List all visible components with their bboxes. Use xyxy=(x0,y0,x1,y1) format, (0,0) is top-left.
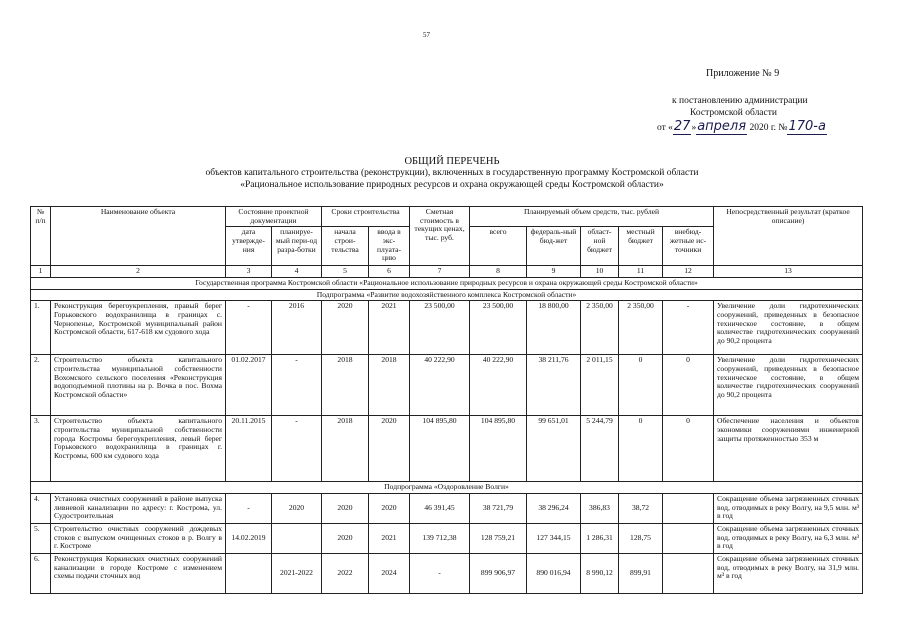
header-terms: Сроки строительства xyxy=(322,207,410,227)
expected-result: Сокращение объема загрязненных сточных вод, отводимых в реку Волгу, на 31,9 млн. м³ в год xyxy=(714,553,863,593)
header-regional: област-ной бюджет xyxy=(581,227,619,266)
funds-federal: 127 344,15 xyxy=(527,523,581,553)
doc-date: 14.02.2019 xyxy=(226,523,272,553)
construction-start: 2018 xyxy=(322,355,369,416)
construction-start: 2020 xyxy=(322,493,369,523)
header-doc-plan: планируе-мый пери-од разра-ботки xyxy=(272,227,322,266)
program-name: «Рациональное использование природных ресурсов и охрана окружающей среды Костромской области» xyxy=(240,180,664,190)
construction-start: 2020 xyxy=(322,301,369,355)
header-cost: Сметная стоимость в текущих ценах, тыс. руб. xyxy=(410,207,470,266)
funds-total: 40 222,90 xyxy=(470,355,527,416)
header-federal: федераль-ный бюд-жет xyxy=(527,227,581,266)
header-result: Непосредственный результат (краткое описание) xyxy=(714,207,863,266)
expected-result: Увеличение доли гидротехнических сооружений, приведенных в безопасное техническое состояние, в общем количестве гидротехнических сооружений до 90,2 процента xyxy=(714,355,863,416)
estimated-cost: 23 500,00 xyxy=(410,301,470,355)
funds-extra xyxy=(663,493,714,523)
header-name: Наименование объекта xyxy=(51,207,226,266)
header-total: всего xyxy=(470,227,527,266)
header-commission: ввода в экс-плуата-цию xyxy=(369,227,410,266)
resolution-number: 170-а xyxy=(788,119,826,134)
doc-plan-period: 2020 xyxy=(272,493,322,523)
funds-federal: 38 211,76 xyxy=(527,355,581,416)
column-number: 11 xyxy=(619,266,663,278)
row-number: 1. xyxy=(31,301,51,355)
resolution-date-line xyxy=(657,119,827,134)
doc-plan-period: 2021-2022 xyxy=(272,553,322,593)
row-number: 2. xyxy=(31,355,51,416)
header-doc-date: дата утвержде-ния xyxy=(226,227,272,266)
commission-year: 2021 xyxy=(369,523,410,553)
column-number: 7 xyxy=(410,266,470,278)
funds-regional: 1 286,31 xyxy=(581,523,619,553)
doc-date: 20.11.2015 xyxy=(226,416,272,482)
subprogram-title: Подпрограмма «Оздоровление Волги» xyxy=(31,482,863,494)
subprogram-row xyxy=(31,482,863,494)
funds-local: 0 xyxy=(619,416,663,482)
appendix-label: Приложение № 9 xyxy=(706,68,780,79)
funds-extra: 0 xyxy=(663,416,714,482)
doc-date: - xyxy=(226,493,272,523)
funds-regional: 2 011,15 xyxy=(581,355,619,416)
header-no: № п/п xyxy=(31,207,51,266)
construction-start: 2022 xyxy=(322,553,369,593)
header-funds: Планируемый объем средств, тыс. рублей xyxy=(470,207,714,227)
funds-regional: 386,83 xyxy=(581,493,619,523)
funds-federal: 18 800,00 xyxy=(527,301,581,355)
estimated-cost: - xyxy=(410,553,470,593)
expected-result: Обеспечение населения и объектов экономики сооружениями инженерной защиты протяженностью 353 м xyxy=(714,416,863,482)
header-local: местный бюджет xyxy=(619,227,663,266)
funds-regional: 2 350,00 xyxy=(581,301,619,355)
object-name: Строительство очистных сооружений дождевых стоков с выпуском очищенных стоков в р. Волгу в г. Костроме xyxy=(51,523,226,553)
doc-date: - xyxy=(226,301,272,355)
funds-total: 104 895,80 xyxy=(470,416,527,482)
document-subtitle: объектов капитального строительства (реконструкции), включенных в государственную программу Костромской области xyxy=(205,168,699,178)
funds-local: 38,72 xyxy=(619,493,663,523)
column-number: 10 xyxy=(581,266,619,278)
commission-year: 2024 xyxy=(369,553,410,593)
object-name: Строительство объекта капитального строительства муниципальной собственности Вохомского сельского поселения «Реконструкция водоподъемной плотины на р. Вочка в пос. Вохма Костромской области» xyxy=(51,355,226,416)
column-numbers-row xyxy=(31,266,863,278)
row-number: 4. xyxy=(31,493,51,523)
doc-plan-period: - xyxy=(272,355,322,416)
funds-regional: 8 990,12 xyxy=(581,553,619,593)
program-title: Государственная программа Костромской области «Рациональное использование природных ресурсов и охрана окружающей среды Костромской области» xyxy=(31,277,863,289)
doc-plan-period xyxy=(272,523,322,553)
object-name: Реконструкция Коркинских очистных сооружений канализации в городе Костроме с изменением схемы подачи сточных вод xyxy=(51,553,226,593)
commission-year: 2018 xyxy=(369,355,410,416)
expected-result: Сокращение объема загрязненных сточных вод, отводимых в реку Волгу, на 9,5 млн. м³ в год xyxy=(714,493,863,523)
page-number: 57 xyxy=(423,31,430,39)
funds-federal: 890 016,94 xyxy=(527,553,581,593)
commission-year: 2020 xyxy=(369,493,410,523)
commission-year: 2020 xyxy=(369,416,410,482)
funds-local: 128,75 xyxy=(619,523,663,553)
doc-plan-period: - xyxy=(272,416,322,482)
funds-local: 899,91 xyxy=(619,553,663,593)
resolution-month: апреля xyxy=(697,119,747,134)
funds-total: 899 906,97 xyxy=(470,553,527,593)
column-number: 1 xyxy=(31,266,51,278)
column-number: 13 xyxy=(714,266,863,278)
column-number: 2 xyxy=(51,266,226,278)
column-number: 6 xyxy=(369,266,410,278)
subprogram-title: Подпрограмма «Развитие водохозяйственного комплекса Костромской области» xyxy=(31,289,863,301)
funds-extra xyxy=(663,553,714,593)
construction-start: 2018 xyxy=(322,416,369,482)
row-number: 3. xyxy=(31,416,51,482)
object-name: Установка очистных сооружений в районе выпуска ливневой канализации по адресу: г. Кострома, ул. Судостроительная xyxy=(51,493,226,523)
commission-year: 2021 xyxy=(369,301,410,355)
estimated-cost: 46 391,45 xyxy=(410,493,470,523)
table-row xyxy=(31,493,863,523)
resolution-line-2: Костромской области xyxy=(690,108,777,118)
funds-federal: 99 651,01 xyxy=(527,416,581,482)
column-number: 9 xyxy=(527,266,581,278)
row-number: 5. xyxy=(31,523,51,553)
expected-result: Сокращение объема загрязненных сточных вод, отводимых в реку Волгу, на 6,3 млн. м³ в год xyxy=(714,523,863,553)
doc-plan-period: 2016 xyxy=(272,301,322,355)
resolution-line-1: к постановлению администрации xyxy=(672,96,808,106)
subprogram-row xyxy=(31,289,863,301)
column-number: 3 xyxy=(226,266,272,278)
estimated-cost: 40 222,90 xyxy=(410,355,470,416)
table-row xyxy=(31,416,863,482)
resolution-day: 27 xyxy=(673,119,691,134)
table-row xyxy=(31,301,863,355)
column-number: 5 xyxy=(322,266,369,278)
funds-total: 23 500,00 xyxy=(470,301,527,355)
header-doc-state: Состояние проектной документации xyxy=(226,207,322,227)
resolution-prefix: от « xyxy=(657,123,673,133)
header-row-1 xyxy=(31,207,863,227)
doc-date: 01.02.2017 xyxy=(226,355,272,416)
funds-total: 128 759,21 xyxy=(470,523,527,553)
header-start: начала строи-тельства xyxy=(322,227,369,266)
object-name: Строительство объекта капитального строительства муниципальной собственности города Костромы берегоукрепления, левый берег Горьковского водохранилища в границах г. Костромы, 600 км судового хода xyxy=(51,416,226,482)
row-number: 6. xyxy=(31,553,51,593)
object-name: Реконструкция берегоукрепления, правый берег Горьковского водохранилища в границах с. Чернопенье, Костромской муниципальный район Костромской области, 617-618 км судового хода xyxy=(51,301,226,355)
funds-extra: - xyxy=(663,301,714,355)
header-extra: внебюд-жетные ис-точники xyxy=(663,227,714,266)
column-number: 12 xyxy=(663,266,714,278)
table-row xyxy=(31,523,863,553)
funds-total: 38 721,79 xyxy=(470,493,527,523)
estimated-cost: 139 712,38 xyxy=(410,523,470,553)
objects-table xyxy=(30,206,863,594)
funds-extra xyxy=(663,523,714,553)
funds-local: 2 350,00 xyxy=(619,301,663,355)
construction-start: 2020 xyxy=(322,523,369,553)
doc-date xyxy=(226,553,272,593)
funds-extra: 0 xyxy=(663,355,714,416)
program-row xyxy=(31,277,863,289)
document-title: ОБЩИЙ ПЕРЕЧЕНЬ xyxy=(404,156,500,167)
funds-federal: 38 296,24 xyxy=(527,493,581,523)
column-number: 8 xyxy=(470,266,527,278)
estimated-cost: 104 895,80 xyxy=(410,416,470,482)
funds-local: 0 xyxy=(619,355,663,416)
column-number: 4 xyxy=(272,266,322,278)
funds-regional: 5 244,79 xyxy=(581,416,619,482)
table-row xyxy=(31,553,863,593)
resolution-mid: » xyxy=(691,123,697,133)
expected-result: Увеличение доли гидротехнических сооружений, приведенных в безопасное техническое состояние, в общем количестве гидротехнических сооружений до 90,2 процента xyxy=(714,301,863,355)
table-row xyxy=(31,355,863,416)
resolution-year: 2020 г. № xyxy=(747,123,788,133)
